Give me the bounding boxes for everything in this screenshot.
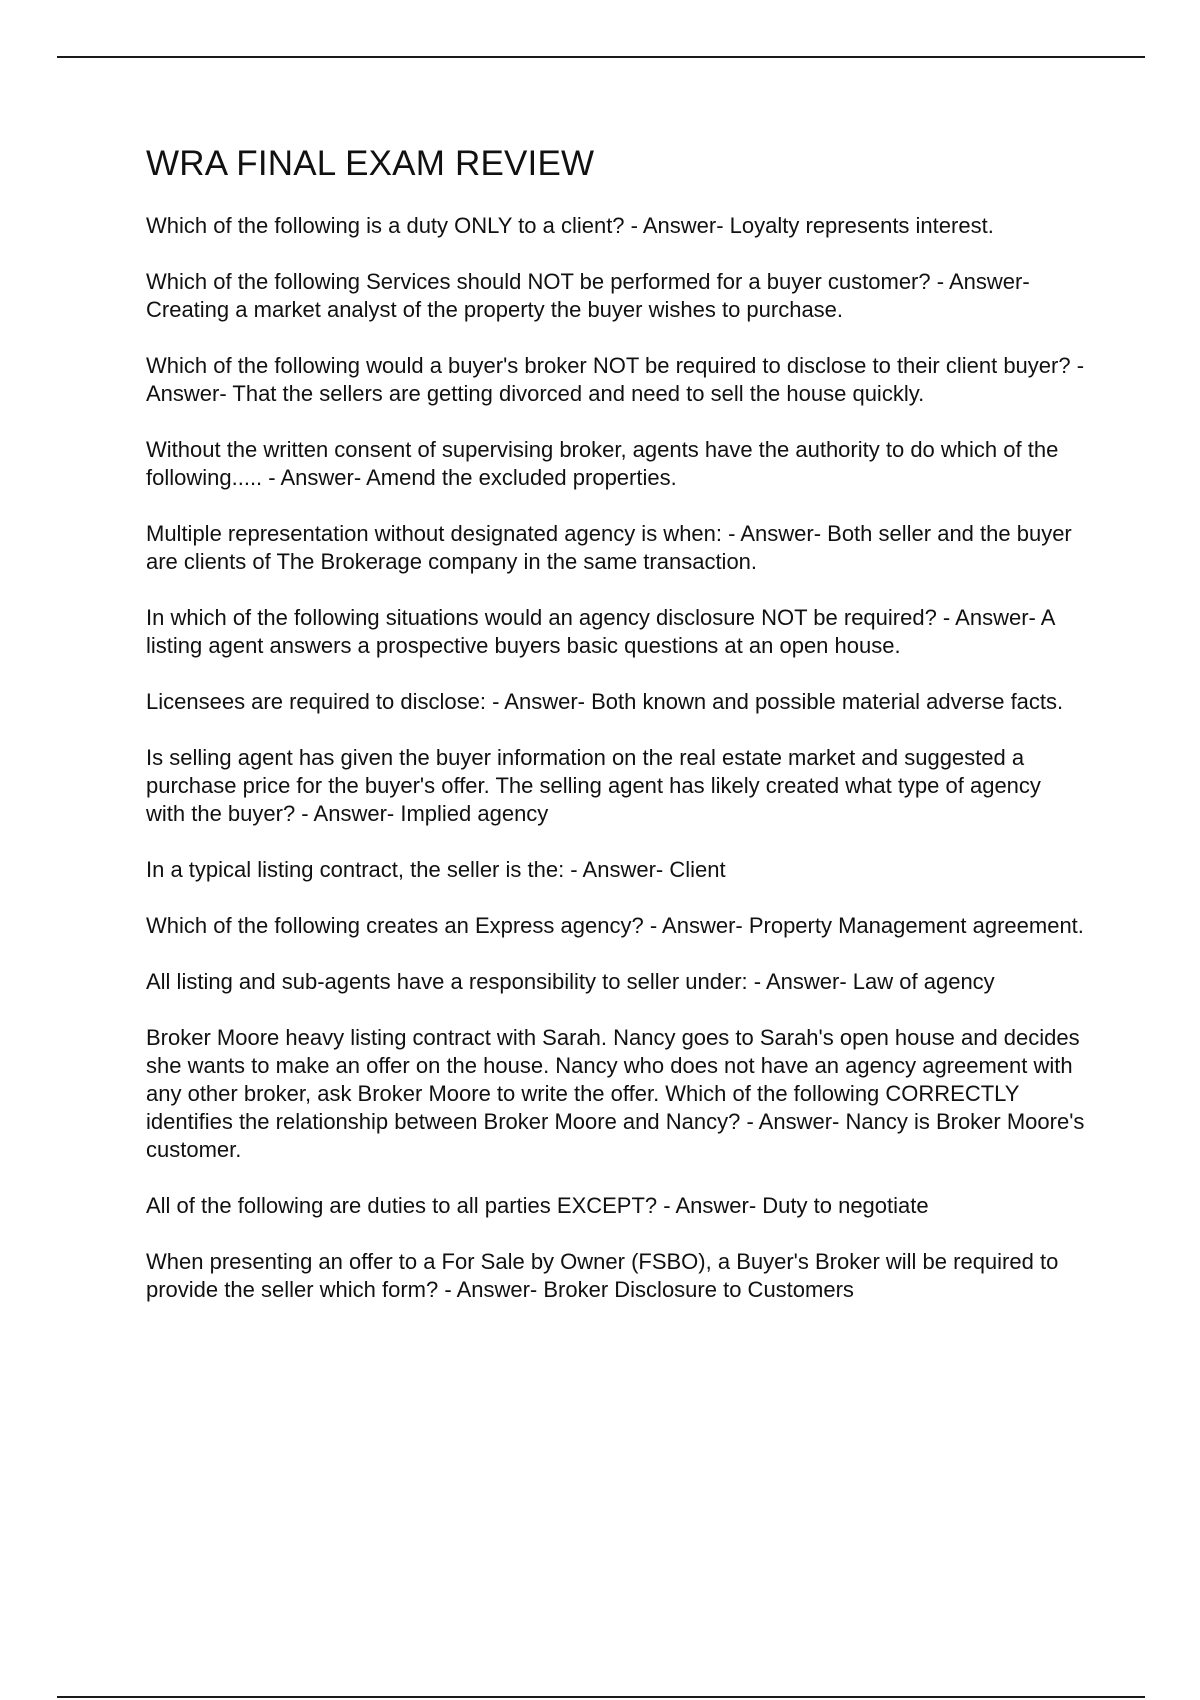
qa-item: Which of the following creates an Express agency? - Answer- Property Management agreement. [146, 913, 1084, 938]
qa-item: Licensees are required to disclose: - Answer- Both known and possible material adverse facts. [146, 689, 1064, 714]
qa-item: All of the following are duties to all parties EXCEPT? - Answer- Duty to negotiate [146, 1193, 929, 1218]
qa-item: Which of the following is a duty ONLY to a client? - Answer- Loyalty represents interest. [146, 213, 994, 238]
qa-item: All listing and sub-agents have a responsibility to seller under: - Answer- Law of agency [146, 969, 995, 994]
qa-item: Which of the following Services should NOT be performed for a buyer customer? - Answer- Creating a market analyst of the property the buyer wishes to purchase. [146, 269, 1030, 322]
qa-item: Broker Moore heavy listing contract with Sarah. Nancy goes to Sarah's open house and decides she wants to make an offer on the house. Nancy who does not have an agency agreement with any other broker, ask Broker Moore to write the offer. Which of the following CORRECTLY identifies the relationship between Broker Moore and Nancy? - Answer- Nancy is Broker Moore's customer. [146, 1025, 1085, 1162]
document-title: WRA FINAL EXAM REVIEW [146, 144, 595, 183]
qa-item: Without the written consent of supervising broker, agents have the authority to do which of the following..... - Answer- Amend the excluded properties. [146, 437, 1059, 490]
bottom-rule [57, 1696, 1145, 1698]
qa-item: Multiple representation without designated agency is when: - Answer- Both seller and the buyer are clients of The Brokerage company in the same transaction. [146, 521, 1072, 574]
top-rule [57, 56, 1145, 58]
qa-item: In which of the following situations would an agency disclosure NOT be required? - Answer- A listing agent answers a prospective buyers basic questions at an open house. [146, 605, 1055, 658]
qa-item: Which of the following would a buyer's broker NOT be required to disclose to their client buyer? - Answer- That the sellers are getting divorced and need to sell the house quickly. [146, 353, 1085, 406]
qa-item: When presenting an offer to a For Sale by Owner (FSBO), a Buyer's Broker will be required to provide the seller which form? - Answer- Broker Disclosure to Customers [146, 1249, 1059, 1302]
qa-item: Is selling agent has given the buyer information on the real estate market and suggested a purchase price for the buyer's offer. The selling agent has likely created what type of agency with the buyer? - Answer- Implied agency [146, 745, 1041, 826]
document-page [146, 142, 1086, 1332]
qa-item: In a typical listing contract, the seller is the: - Answer- Client [146, 857, 726, 882]
qa-list [146, 212, 1086, 1304]
